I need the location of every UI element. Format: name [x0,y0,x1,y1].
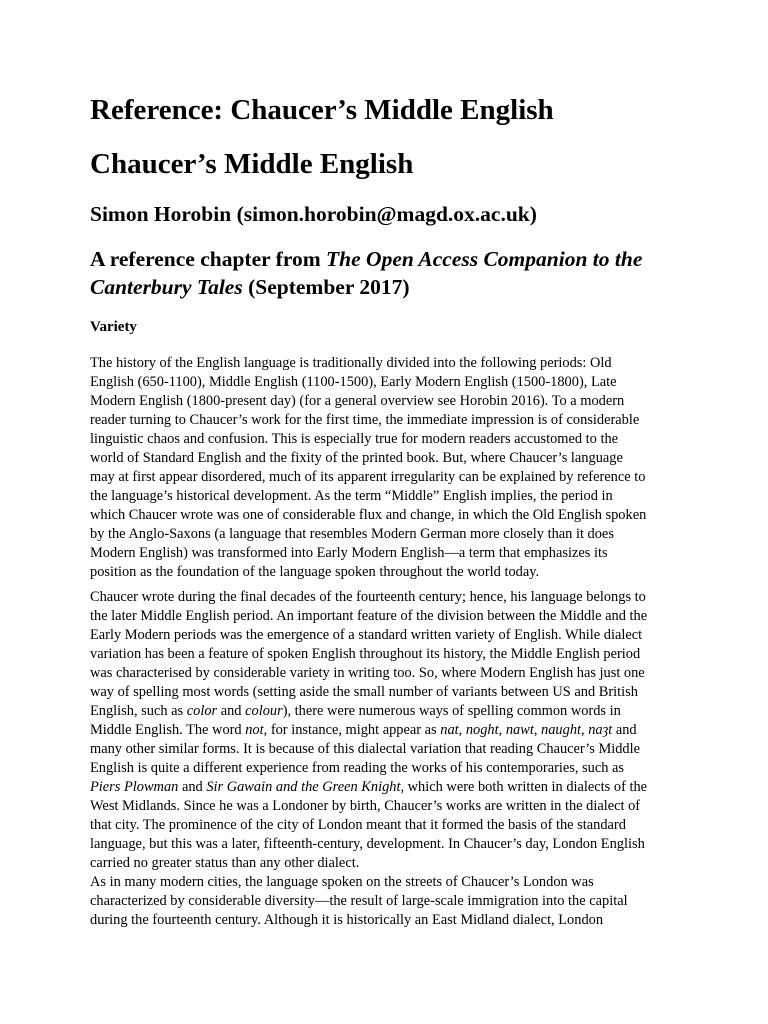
text-line [90,392,680,411]
text-line [90,892,680,911]
text-line [90,778,680,797]
text-run: during the fourteenth century. Although it is historically an East Midland dialect, London [90,912,604,928]
text-line [90,854,680,873]
text-run: the later Middle English period. An important feature of the division between the Middle and the [90,608,648,624]
body-paragraph-3 [90,873,680,930]
text-line [90,664,680,683]
book-title: The Open Access Companion to the Canterbury Tales [90,247,643,299]
text-run: many other similar forms. It is because of this dialectal variation that reading Chaucer’s Middle [90,741,641,757]
chapter-source-line [90,245,690,301]
text-run: ), there were numerous ways of spelling common words in [282,703,621,719]
text-run: linguistic chaos and confusion. This is especially true for modern readers accustomed to the [90,431,619,447]
text-run: way of spelling most words (setting aside the small number of variants between US and British [90,684,638,700]
chapter-title: Chaucer’s Middle English [90,148,414,180]
text-run: and [612,722,637,738]
text-run: English, such as [90,703,187,719]
text-line [90,544,680,563]
italic-text: colour [245,703,283,719]
text-run: world of Standard English and the fixity of the printed book. But, where Chaucer’s language [90,450,623,466]
text-run: carried no greater status than any other dialect. [90,855,360,871]
text-line [90,721,680,740]
text-run: , [498,722,506,738]
text-line [90,645,680,664]
text-line [90,588,680,607]
italic-text: naught [541,722,582,738]
text-line [90,449,680,468]
text-line [90,797,680,816]
text-line [90,411,680,430]
text-line [90,506,680,525]
italic-text: color [186,703,218,719]
body-paragraph-2 [90,588,680,873]
text-line [90,373,680,392]
text-run: reader turning to Chaucer’s work for the first time, the immediate impression is of considerable [90,412,640,428]
text-run: Chaucer wrote during the final decades of the fourteenth century; hence, his language belongs to [90,589,646,605]
text-run: Early Modern periods was the emergence of a standard written variety of English. While dialect [90,627,643,643]
author-line: Simon Horobin (simon.horobin@magd.ox.ac.uk) [90,202,537,226]
section-heading: Variety [90,319,137,335]
text-line [90,354,680,373]
chapter-source-date: (September 2017) [242,275,410,299]
text-line [90,835,680,854]
text-run: may at first appear disordered, much of its apparent irregularity can be explained by reference to [90,469,646,485]
document-title: Reference: Chaucer’s Middle English [90,94,554,126]
body-paragraph-1 [90,354,680,582]
text-run: , which were both written in dialects of the [400,779,648,795]
italic-text: not [245,722,264,738]
chapter-source-prefix: A reference chapter from [90,247,327,271]
italic-text: nawt [505,722,534,738]
text-line [90,740,680,759]
text-run: by the Anglo-Saxons (a language that resembles Modern German more closely than it does [90,526,614,542]
text-run: and [217,703,246,719]
text-line [90,873,680,892]
text-line [90,702,680,721]
text-line [90,430,680,449]
text-run: West Midlands. Since he was a Londoner by birth, Chaucer’s works are written in the dialect of [90,798,641,814]
text-run: which Chaucer wrote was one of considerable flux and change, in which the Old English spoken [90,507,647,523]
text-run: was characterised by considerable variety in writing too. So, where Modern English has just one [90,665,645,681]
text-line [90,487,680,506]
text-run: , [581,722,589,738]
italic-text: nat [440,722,459,738]
text-run: variation has been a feature of spoken English throughout its history, the Middle English period [90,646,641,662]
text-line [90,468,680,487]
text-run: Modern English) was transformed into Early Modern English—a term that emphasizes its [90,545,608,561]
text-line [90,911,680,930]
text-line [90,525,680,544]
text-run: , for instance, might appear as [263,722,441,738]
italic-text: Sir Gawain and the Green Knight [206,779,401,795]
text-line [90,626,680,645]
text-run: , [458,722,466,738]
text-run: characterized by considerable diversity—the result of large-scale immigration into the capital [90,893,628,909]
text-line [90,759,680,778]
italic-text: Piers Plowman [90,779,179,795]
text-line [90,683,680,702]
text-run: English is quite a different experience from reading the works of his contemporaries, such as [90,760,625,776]
italic-text: noght [465,722,499,738]
text-run: Middle English. The word [90,722,246,738]
text-run: The history of the English language is traditionally divided into the following periods: Old [90,355,612,371]
text-line [90,563,680,582]
text-run: the language’s historical development. As the term “Middle” English implies, the period in [90,488,613,504]
text-run: English (650-1100), Middle English (1100-1500), Early Modern English (1500-1800), Late [90,374,617,390]
text-line [90,607,680,626]
italic-text: naȝt [588,722,613,738]
text-run: language, but this was a later, fifteenth-century, development. In Chaucer’s day, London English [90,836,645,852]
text-run: , [533,722,542,738]
text-run: that city. The prominence of the city of London meant that it formed the basis of the standard [90,817,626,833]
text-run: Modern English (1800-present day) (for a general overview see Horobin 2016). To a modern [90,393,625,409]
text-line [90,816,680,835]
text-run: and [178,779,207,795]
text-run: As in many modern cities, the language spoken on the streets of Chaucer’s London was [90,874,594,890]
text-run: position as the foundation of the language spoken throughout the world today. [90,564,540,580]
